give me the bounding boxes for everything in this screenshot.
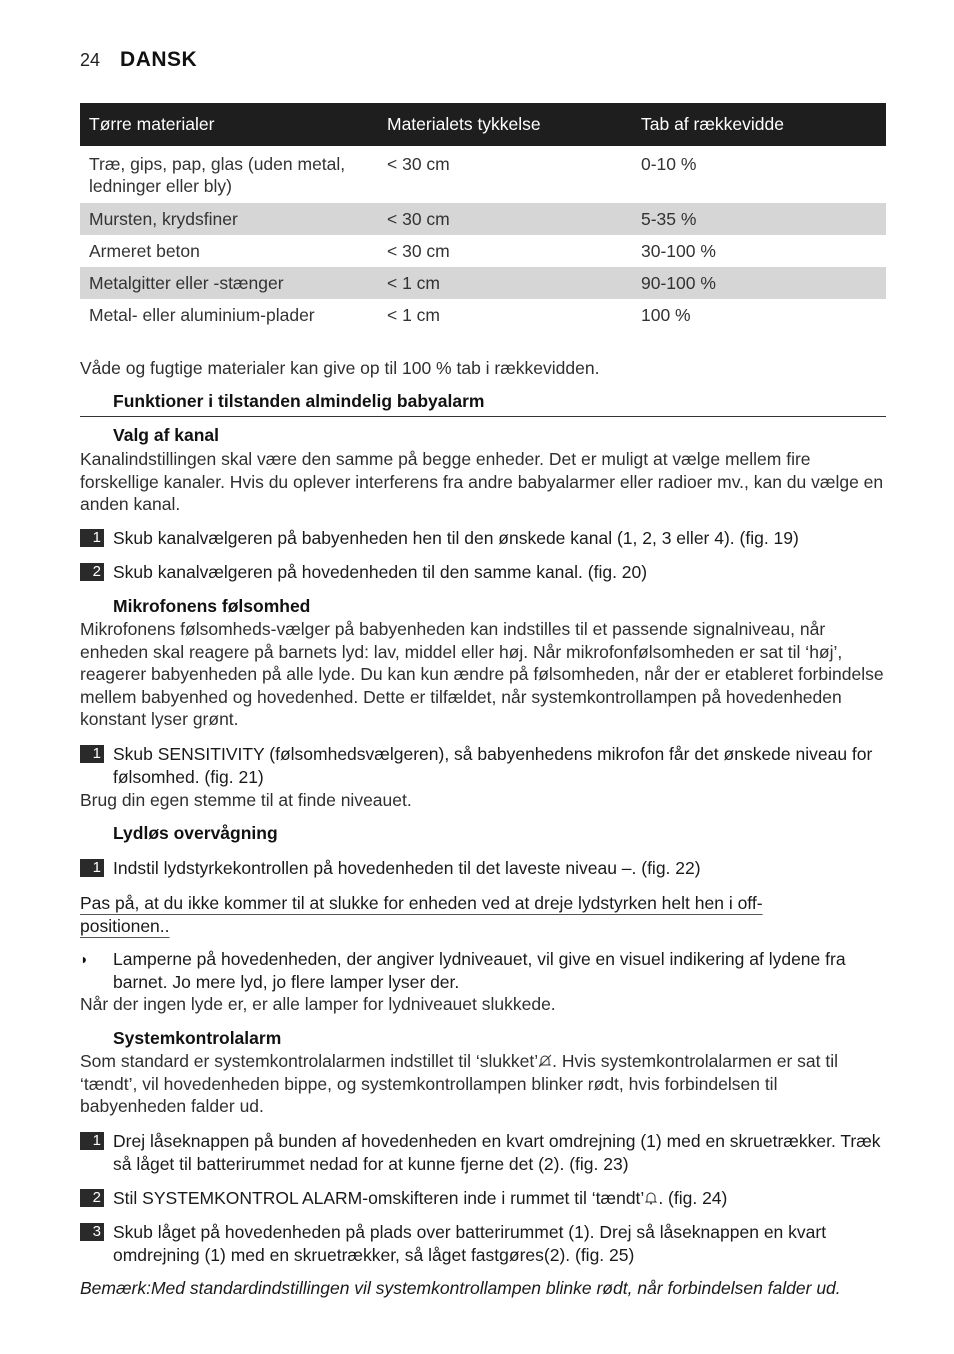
system-body-part-b: . Hvis systemkontrolalarmen er sat til ‘tændt’, vil hovedenheden bippe, og systemkontrollampen blinker rødt, hvis forbindelsen til babyenheden falder ud. [80, 1051, 839, 1116]
heading-channel: Valg af kanal [113, 425, 220, 445]
channel-body: Kanalindstillingen skal være den samme på begge enheder. Det er muligt at vælge mellem fire forskellige kanaler. Hvis du oplever interferens fra andre babyalarmer eller radioer mv., kan du vælge en anden kanal. [80, 449, 884, 514]
table-row [80, 267, 886, 299]
step-text: Skub SENSITIVITY (følsomhedsvælgeren), så babyenhedens mikrofon får det ønskede niveau for følsomhed. (fig. 21) [113, 744, 873, 787]
table-cell: Træ, gips, pap, glas (uden metal, ledninger eller bly) [89, 154, 346, 196]
silent-after-note: Når der ingen lyde er, er alle lamper for lydniveauet slukkede. [80, 994, 556, 1014]
step-text: Skub kanalvælgeren på babyenheden hen til den ønskede kanal (1, 2, 3 eller 4). (fig. 19) [113, 528, 799, 548]
system-body [80, 1050, 886, 1118]
step-number: 3 [80, 1223, 104, 1241]
table-row [80, 299, 886, 331]
table-row [80, 235, 886, 267]
page-number: 24 [80, 50, 101, 70]
heading-system-alarm: Systemkontrolalarm [113, 1028, 282, 1048]
step-text-part-b: . (fig. 24) [658, 1188, 728, 1208]
triangle-bullet-icon: ◗ [80, 951, 89, 967]
table-cell: < 30 cm [378, 203, 632, 235]
section-heading-functions: Funktioner i tilstanden almindelig babyalarm [113, 391, 485, 411]
step-number: 2 [80, 563, 104, 581]
step-number: 1 [80, 1132, 104, 1150]
table-cell: < 30 cm [387, 241, 450, 261]
wet-materials-note: Våde og fugtige materialer kan give op til 100 % tab i rækkevidden. [80, 358, 600, 378]
table-cell: 5-35 % [632, 203, 886, 235]
system-step-1 [80, 1130, 886, 1175]
section-divider [80, 416, 886, 417]
system-body-part-a: Som standard er systemkontrolalarmen indstillet til ‘slukket’ [80, 1051, 539, 1071]
step-number: 1 [80, 745, 104, 763]
table-cell: 100 % [641, 305, 691, 325]
channel-step-2 [80, 561, 886, 584]
heading-mic-sensitivity: Mikrofonens følsomhed [113, 596, 311, 616]
heading-silent-monitoring: Lydløs overvågning [113, 823, 278, 843]
step-text: Indstil lydstyrkekontrollen på hovedenheden til det laveste niveau –. (fig. 22) [113, 858, 701, 878]
note-text: Bemærk:Med standardindstillingen vil systemkontrollampen blinke rødt, når forbindelsen falder ud. [80, 1278, 841, 1298]
table-cell: Metal- eller aluminium-plader [89, 305, 315, 325]
table-cell: Metalgitter eller -stænger [80, 267, 378, 299]
step-text-part-a: Stil SYSTEMKONTROL ALARM-omskifteren inde i rummet til ‘tændt’ [113, 1188, 645, 1208]
language-title: DANSK [120, 48, 198, 71]
bullet-text: Lamperne på hovedenheden, der angiver lydniveauet, vil give en visuel indikering af lydene fra barnet. Jo mere lyd, jo flere lamper lyser der. [113, 949, 846, 992]
table-cell: Armeret beton [89, 241, 200, 261]
step-text: Drej låseknappen på bunden af hovedenheden en kvart omdrejning (1) med en skruetrækker. Træk så låget til batterirummet nedad for at kunne fjerne det (2). (fig. 23) [113, 1131, 881, 1174]
channel-step-1 [80, 527, 886, 550]
step-text: Skub kanalvælgeren på hovedenheden til den samme kanal. (fig. 20) [113, 562, 648, 582]
column-header: Tab af rækkevidde [632, 103, 886, 146]
warning-line-1: Pas på, at du ikke kommer til at slukke for enheden ved at dreje lydstyrken helt hen i off- [80, 893, 763, 913]
silent-bullet [80, 948, 886, 993]
table-row [80, 203, 886, 235]
table-cell: 90-100 % [632, 267, 886, 299]
mic-step-1 [80, 743, 886, 788]
mic-after-note: Brug din egen stemme til at finde niveauet. [80, 790, 412, 810]
page-header [80, 48, 197, 72]
table-row [80, 146, 886, 203]
table-cell: 30-100 % [641, 241, 716, 261]
step-text: Skub låget på hovedenheden på plads over batterirummet (1). Drej så låseknappen en kvart omdrejning (1) med en skruetrækker, så låget fastgøres(2). (fig. 25) [113, 1222, 827, 1265]
table-cell: 0-10 % [641, 154, 697, 174]
system-step-3 [80, 1221, 886, 1266]
column-header: Materialets tykkelse [378, 103, 632, 146]
table-header-row [80, 103, 886, 146]
warning-text [80, 892, 820, 937]
table-cell: < 1 cm [387, 305, 441, 325]
table-cell: < 1 cm [378, 267, 632, 299]
step-text [113, 1187, 886, 1210]
step-number: 1 [80, 529, 104, 547]
step-number: 1 [80, 859, 104, 877]
materials-table [80, 103, 886, 331]
warning-line-2: positionen.. [80, 915, 170, 936]
bell-off-icon [538, 1054, 552, 1068]
column-header: Tørre materialer [80, 103, 378, 146]
bell-on-icon [644, 1191, 658, 1205]
step-number: 2 [80, 1189, 104, 1207]
mic-body: Mikrofonens følsomheds-vælger på babyenheden kan indstilles til et passende signalniveau, når enheden skal reagere på barnets lyd: lav, middel eller høj. Når mikrofonfølsomheden er sat til ‘høj’, reagerer babyenheden på alle lyde. Du kan kun ændre på følsomheden, når der er etableret forbindelse mellem babyenhed og hovedenhed. Dette er tilfældet, når systemkontrollampen på hovedenheden konstant lyser grønt. [80, 619, 884, 729]
table-cell: < 30 cm [387, 154, 450, 174]
silent-step-1 [80, 857, 886, 880]
system-step-2 [80, 1187, 886, 1210]
table-cell: Mursten, krydsfiner [80, 203, 378, 235]
